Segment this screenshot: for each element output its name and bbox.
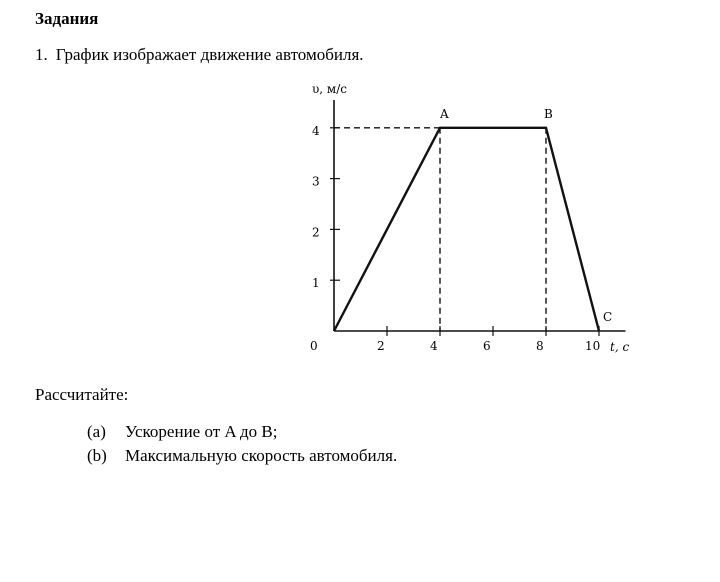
y-tick-label-2: 2 bbox=[312, 225, 320, 240]
y-tick-label-4: 4 bbox=[312, 123, 320, 138]
question-marker: (b) bbox=[87, 446, 107, 465]
question-marker: (a) bbox=[87, 422, 106, 441]
y-tick-label-3: 3 bbox=[312, 174, 320, 189]
graph-labels bbox=[310, 82, 629, 354]
point-label-b: B bbox=[544, 107, 553, 121]
prompt-text: Рассчитайте: bbox=[35, 385, 129, 404]
task-text: График изображает движение автомобиля. bbox=[55, 45, 364, 64]
x-tick-label-6: 6 bbox=[483, 339, 491, 353]
guide-lines bbox=[334, 128, 546, 331]
task-number: 1. bbox=[35, 45, 48, 64]
question-text: Максимальную скорость автомобиля. bbox=[125, 446, 398, 465]
x-axis-label: t, c bbox=[610, 340, 630, 354]
question-item bbox=[87, 420, 397, 444]
question-item bbox=[87, 444, 397, 468]
velocity-time-graph bbox=[300, 78, 650, 368]
question-list bbox=[87, 420, 397, 468]
y-axis-label: υ, м/с bbox=[312, 82, 348, 96]
x-tick-label-8: 8 bbox=[536, 339, 544, 353]
section-heading: Задания bbox=[35, 9, 99, 28]
point-label-c: C bbox=[603, 310, 613, 324]
origin-label: 0 bbox=[310, 339, 318, 353]
series-group bbox=[334, 128, 599, 331]
point-label-a: A bbox=[440, 107, 449, 121]
x-tick-label-2: 2 bbox=[377, 339, 385, 353]
graph-axes bbox=[334, 100, 626, 331]
tick-marks bbox=[330, 128, 599, 336]
task-statement bbox=[35, 45, 364, 65]
series-line-velocity bbox=[334, 128, 599, 331]
x-tick-label-4: 4 bbox=[430, 339, 438, 353]
x-tick-label-10: 10 bbox=[585, 339, 601, 353]
y-tick-label-1: 1 bbox=[312, 276, 320, 291]
question-text: Ускорение от A до B; bbox=[125, 422, 278, 441]
